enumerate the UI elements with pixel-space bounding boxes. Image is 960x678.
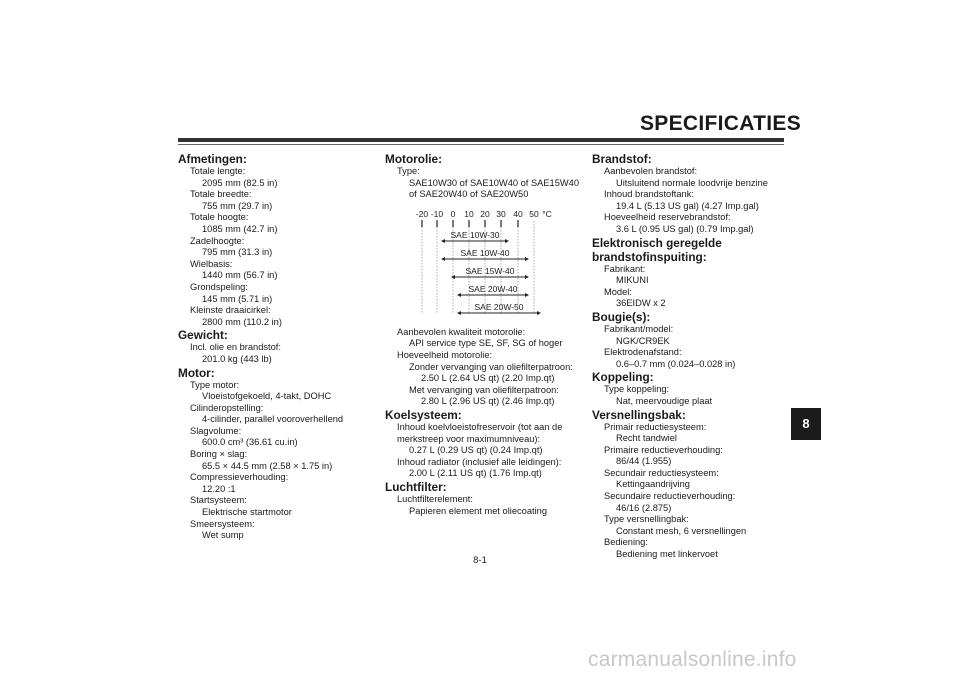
spec-value: 2.50 L (2.64 US qt) (2.20 Imp.qt)	[421, 373, 555, 384]
spec-value: Nat, meervoudige plaat	[616, 395, 713, 406]
spec-value: 600.0 cm³ (36.61 cu.in)	[202, 437, 298, 448]
spec-label: Luchtfilterelement:	[397, 493, 473, 504]
section-heading-bougie: Bougie(s):	[592, 309, 651, 324]
spec-label: Elektrodenafstand:	[604, 347, 682, 358]
spec-label: Totale hoogte:	[190, 212, 249, 223]
temp-label: 50	[529, 208, 539, 219]
temp-label: 20	[480, 208, 490, 219]
spec-label: Wielbasis:	[190, 258, 233, 269]
spec-value: Wet sump	[202, 530, 244, 541]
grade-label: SAE 20W-40	[468, 283, 518, 294]
spec-value: 36EIDW x 2	[616, 298, 666, 309]
spec-value: 145 mm (5.71 in)	[202, 293, 273, 304]
spec-value: 1440 mm (56.7 in)	[202, 270, 278, 281]
spec-label: Slagvolume:	[190, 425, 242, 436]
section-heading-luchtfilter: Luchtfilter:	[385, 479, 447, 494]
spec-label: Aanbevolen brandstof:	[604, 166, 698, 176]
page-title: SPECIFICATIES	[640, 112, 802, 135]
spec-label: Inhoud radiator (inclusief alle leidingen):	[397, 456, 562, 467]
oil-viscosity-chart	[385, 201, 585, 325]
spec-value: 201.0 kg (443 lb)	[202, 353, 272, 364]
spec-value: 2.80 L (2.96 US qt) (2.46 Imp.qt)	[421, 396, 555, 407]
spec-label: Inhoud koelvloeistofreservoir (tot aan de	[397, 421, 563, 432]
spec-value: API service type SE, SF, SG of hoger	[409, 338, 563, 349]
spec-value: 755 mm (29.7 in)	[202, 200, 273, 211]
column-3	[592, 152, 792, 561]
spec-label: Type:	[397, 166, 420, 176]
spec-label: Fabrikant/model:	[604, 323, 674, 334]
spec-value: SAE10W30 of SAE10W40 of SAE15W40	[409, 177, 580, 188]
spec-value: 4-cilinder, parallel vooroverhellend	[202, 414, 344, 425]
temp-label: -10	[430, 208, 444, 219]
spec-value: 3.6 L (0.95 US gal) (0.79 Imp.gal)	[616, 223, 754, 234]
grade-label: SAE 15W-40	[465, 265, 515, 276]
spec-label: Type versnellingbak:	[604, 514, 689, 525]
grade-label: SAE 10W-40	[460, 247, 510, 258]
spec-value: Vloeistofgekoeld, 4-takt, DOHC	[202, 391, 332, 402]
spec-value: 86/44 (1.955)	[616, 456, 672, 467]
temp-unit: °C	[542, 208, 552, 219]
column-1	[178, 152, 378, 542]
spec-label: Zonder vervanging van oliefilterpatroon:	[409, 361, 573, 372]
spec-label: Aanbevolen kwaliteit motorolie:	[397, 326, 526, 337]
spec-label: Startsysteem:	[190, 495, 247, 506]
spec-group-gewicht	[178, 342, 378, 365]
temp-label: 40	[513, 208, 523, 219]
spec-label: Smeersysteem:	[190, 518, 255, 529]
spec-label: Zadelhoogte:	[190, 235, 245, 246]
section-heading-versnellingsbak: Versnellingsbak:	[592, 407, 686, 422]
grade-label: SAE 10W-30	[450, 229, 500, 240]
column-2	[385, 152, 585, 517]
spec-group-afmetingen	[178, 166, 378, 328]
spec-label: Hoeveelheid motorolie:	[397, 349, 493, 360]
section-heading-koppeling: Koppeling:	[592, 370, 654, 385]
spec-value: 46/16 (2.875)	[616, 502, 672, 513]
spec-label: Model:	[604, 286, 632, 297]
spec-value: MIKUNI	[616, 275, 649, 286]
spec-value: 2.00 L (2.11 US qt) (1.76 Imp.qt)	[409, 468, 542, 479]
spec-label: Fabrikant:	[604, 263, 646, 274]
spec-label: Totale lengte:	[190, 166, 246, 176]
spec-label: Kleinste draaicirkel:	[190, 305, 271, 316]
chapter-tab[interactable]: 8	[791, 408, 821, 440]
section-heading-injectie-2: brandstofinspuiting:	[592, 249, 707, 264]
spec-label: Compressieverhouding:	[190, 472, 289, 483]
spec-label: Primair reductiesysteem:	[604, 421, 707, 432]
temp-label: 30	[496, 208, 506, 219]
spec-label: Cilinderopstelling:	[190, 402, 264, 413]
section-heading-afmetingen: Afmetingen:	[178, 152, 247, 166]
spec-value: of SAE20W40 of SAE20W50	[409, 189, 529, 200]
spec-value: 0.6–0.7 mm (0.024–0.028 in)	[616, 358, 736, 369]
spec-value: Elektrische startmotor	[202, 507, 292, 518]
section-heading-motor: Motor:	[178, 365, 215, 380]
grade-label: SAE 20W-50	[474, 301, 524, 312]
section-heading-gewicht: Gewicht:	[178, 328, 228, 343]
section-heading-brandstof: Brandstof:	[592, 152, 652, 166]
spec-value: Bediening met linkervoet	[616, 549, 718, 560]
spec-label: Type motor:	[190, 379, 240, 390]
spec-label: Grondspeling:	[190, 281, 248, 292]
spec-label: Secundaire reductieverhouding:	[604, 491, 736, 502]
section-heading-injectie: Elektronisch geregelde	[592, 235, 722, 250]
spec-label: Inhoud brandstoftank:	[604, 189, 694, 200]
spec-value: 65.5 × 44.5 mm (2.58 × 1.75 in)	[202, 460, 333, 471]
spec-value: 795 mm (31.3 in)	[202, 247, 273, 258]
spec-value: 12.20 :1	[202, 483, 236, 494]
section-heading-koelsysteem: Koelsysteem:	[385, 407, 462, 422]
temp-label: 10	[464, 208, 474, 219]
spec-value: 19.4 L (5.13 US gal) (4.27 Imp.gal)	[616, 200, 759, 211]
spec-label: Primaire reductieverhouding:	[604, 444, 723, 455]
spec-label: Type koppeling:	[604, 384, 670, 395]
spec-label: Hoeveelheid reservebrandstof:	[604, 212, 731, 223]
page-number: 8-1	[473, 555, 487, 566]
temp-label: 0	[450, 208, 456, 219]
spec-value: Recht tandwiel	[616, 433, 677, 444]
spec-value: Kettingaandrijving	[616, 479, 690, 490]
spec-group-motor	[178, 380, 378, 542]
spec-label: merkstreep voor maximumniveau):	[397, 433, 541, 444]
header-rule	[178, 138, 784, 142]
spec-value: 2095 mm (82.5 in)	[202, 177, 278, 188]
spec-label: Totale breedte:	[190, 189, 252, 200]
temp-label: -20	[415, 208, 429, 219]
spec-value: 1085 mm (42.7 in)	[202, 223, 278, 234]
spec-label: Met vervanging van oliefilterpatroon:	[409, 384, 559, 395]
section-heading-motorolie: Motorolie:	[385, 152, 443, 166]
spec-value: 0.27 L (0.29 US qt) (0.24 Imp.qt)	[409, 445, 543, 456]
spec-label: Incl. olie en brandstof:	[190, 342, 281, 353]
spec-value: 2800 mm (110.2 in)	[202, 316, 282, 327]
spec-label: Bediening:	[604, 537, 648, 548]
spec-label: Secundair reductiesysteem:	[604, 467, 719, 478]
spec-value: Constant mesh, 6 versnellingen	[616, 525, 747, 536]
spec-value: Papieren element met oliecoating	[409, 505, 547, 516]
watermark: carmanualsonline.info	[588, 648, 797, 671]
spec-label: Boring × slag:	[190, 449, 248, 460]
header-rule-thin	[178, 144, 784, 145]
spec-value: Uitsluitend normale loodvrije benzine	[616, 177, 768, 188]
spec-value: NGK/CR9EK	[616, 335, 670, 346]
